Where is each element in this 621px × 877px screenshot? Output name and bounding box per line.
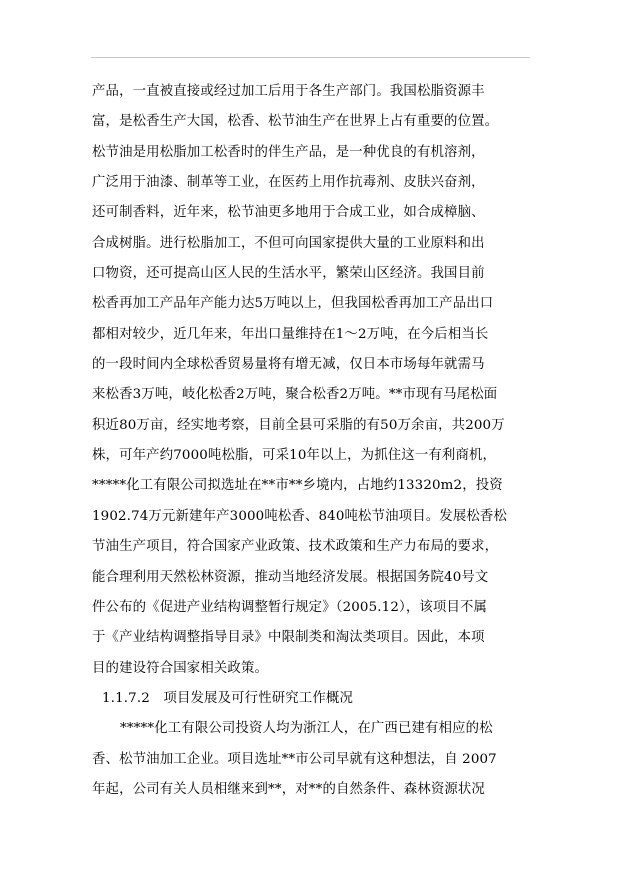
paragraph-line: 株，可年产约7000吨松脂，可采10年以上，为抓住这一有利商机， xyxy=(92,448,497,464)
paragraph-line: 富，是松香生产大国，松香、松节油生产在世界上占有重要的位置。 xyxy=(92,114,499,130)
paragraph-line: 松香再加工产品年产能力达5万吨以上，但我国松香再加工产品出口 xyxy=(92,296,494,312)
paragraph-line: 积近80万亩，经实地考察，目前全县可采脂的有50万余亩，共200万 xyxy=(92,417,505,433)
paragraph-line: 能合理利用天然松林资源，推动当地经济发展。根据国务院40号文 xyxy=(92,569,489,585)
paragraph-line: 来松香3万吨，岐化松香2万吨，聚合松香2万吨。**市现有马尾松面 xyxy=(92,387,498,403)
header-rule xyxy=(91,57,530,58)
paragraph-line: 香、松节油加工企业。项目选址**市公司早就有这种想法，自 2007 xyxy=(92,751,497,767)
paragraph-line: 产品，一直被直接或经过加工后用于各生产部门。我国松脂资源丰 xyxy=(92,84,485,99)
paragraph-line: 松节油是用松脂加工松香时的伴生产品，是一种优良的有机溶剂， xyxy=(92,144,485,160)
section-heading: 1.1.7.2 项目发展及可行性研究工作概况 xyxy=(102,690,354,706)
paragraph-line: 还可制香料，近年来，松节油更多地用于合成工业，如合成樟脑、 xyxy=(92,205,485,221)
paragraph-line: *****化工有限公司拟选址在**市**乡境内，占地约13320m2，投资 xyxy=(92,478,503,494)
document-body xyxy=(92,77,532,805)
paragraph-line: 都相对较少，近几年来，年出口量维持在1～2万吨，在今后相当长 xyxy=(92,326,489,342)
paragraph-line: 件公布的《促进产业结构调整暂行规定》（2005.12），该项目不属 xyxy=(92,599,488,615)
paragraph-line: *****化工有限公司投资人均为浙江人，在广西已建有相应的松 xyxy=(120,721,493,737)
paragraph-line: 于《产业结构调整指导目录》中限制类和淘汰类项目。因此，本项 xyxy=(92,630,485,646)
paragraph-line: 口物资，还可提高山区人民的生活水平，繁荣山区经济。我国目前 xyxy=(92,266,485,282)
paragraph-line: 1902.74万元新建年产3000吨松香、840吨松节油项目。发展松香松 xyxy=(92,508,508,524)
paragraph-line: 节油生产项目，符合国家产业政策、技术政策和生产力布局的要求， xyxy=(92,539,499,555)
paragraph-line: 年起，公司有关人员相继来到**，对**的自然条件、森林资源状况 xyxy=(92,781,485,797)
paragraph-line: 目的建设符合国家相关政策。 xyxy=(92,660,269,676)
paragraph-line: 广泛用于油漆、制革等工业，在医药上用作抗毒剂、皮肤兴奋剂， xyxy=(92,175,485,191)
paragraph-line: 合成树脂。进行松脂加工，不但可向国家提供大量的工业原料和出 xyxy=(92,235,485,251)
paragraph-line: 的一段时间内全球松香贸易量将有增无减，仅日本市场每年就需马 xyxy=(92,357,485,373)
